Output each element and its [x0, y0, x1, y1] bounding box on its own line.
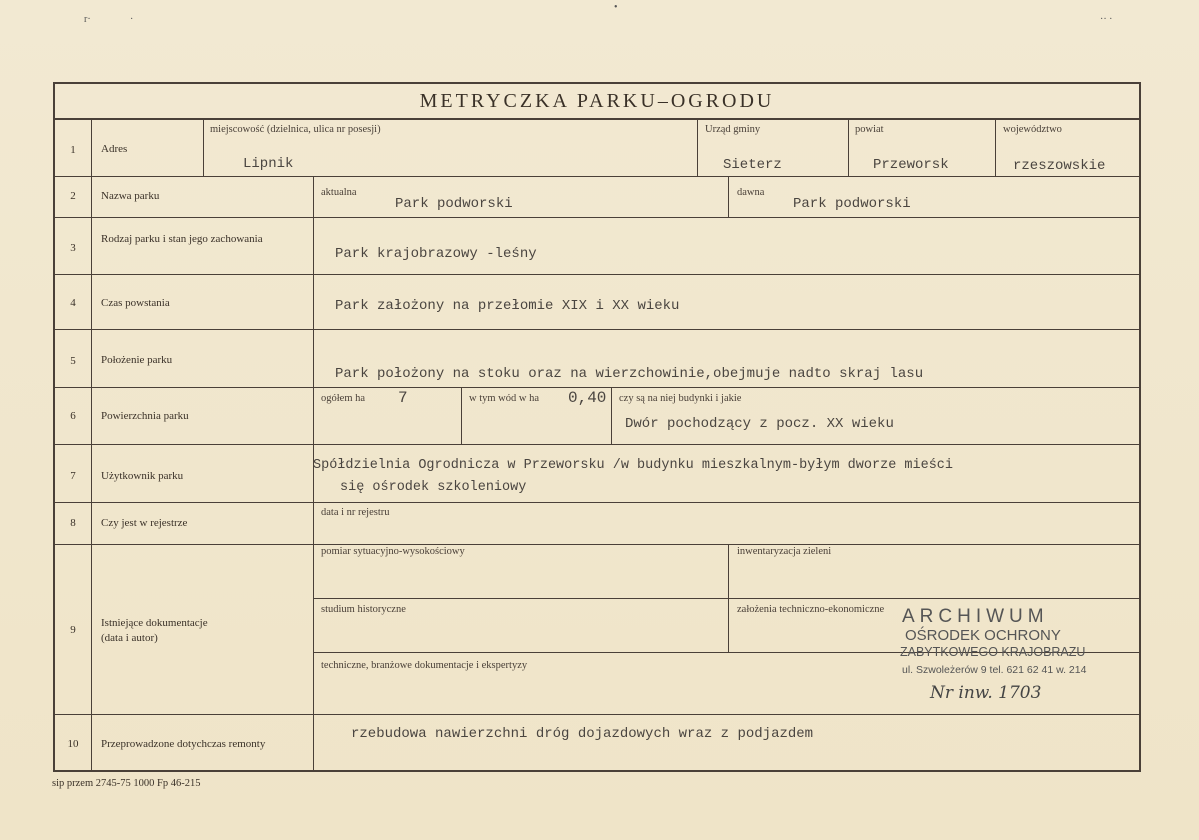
row-number: 6 — [70, 410, 76, 422]
edge-mark: ·· · — [1100, 14, 1113, 25]
row-divider — [55, 176, 1139, 177]
divider — [461, 387, 462, 444]
survey-label: pomiar sytuacyjno-wysokościowy — [321, 546, 465, 557]
documentation-label: Istniejące dokumentacje — [101, 617, 208, 629]
creation-time-label: Czas powstania — [101, 297, 170, 309]
form-title: METRYCZKA PARKU–OGRODU — [55, 84, 1139, 120]
row-divider — [55, 217, 1139, 218]
tech-econ-label: założenia techniczno-ekonomiczne — [737, 604, 885, 615]
park-type-label: Rodzaj parku i stan jego zachowania — [101, 233, 263, 245]
documentation-sublabel: (data i autor) — [101, 632, 158, 644]
current-name-label: aktualna — [321, 187, 357, 198]
row-number: 1 — [70, 144, 76, 156]
locality-label: miejscowość (dzielnica, ulica nr posesji) — [210, 124, 381, 135]
current-name-value: Park podworski — [395, 196, 513, 212]
edge-mark: r· — [84, 14, 91, 25]
edge-mark: · — [130, 14, 134, 25]
voivodeship-label: województwo — [1003, 124, 1062, 135]
row-divider — [55, 329, 1139, 330]
water-area-value: 0,40 — [568, 389, 607, 407]
stamp-address: ul. Szwoleżerów 9 tel. 621 62 41 w. 214 — [902, 664, 1087, 676]
row-divider — [55, 502, 1139, 503]
label-column-divider — [313, 176, 314, 772]
powiat-label: powiat — [855, 124, 884, 135]
gmina-label: Urząd gminy — [705, 124, 761, 135]
divider — [313, 598, 1141, 599]
park-user-label: Użytkownik parku — [101, 470, 184, 482]
row-divider — [55, 387, 1139, 388]
row-number: 2 — [70, 190, 76, 202]
voivodeship-value: rzeszowskie — [1013, 158, 1106, 174]
divider — [995, 120, 996, 176]
repairs-value: rzebudowa nawierzchni dróg dojazdowych wraz z podjazdem — [351, 726, 814, 742]
row-number: 7 — [70, 470, 76, 482]
repairs-label: Przeprowadzone dotychczas remonty — [101, 738, 266, 750]
park-type-value: Park krajobrazowy -leśny — [335, 246, 537, 262]
total-area-label: ogółem ha — [321, 393, 366, 404]
stamp-office-2: ZABYTKOWEGO KRAJOBRAZU — [900, 645, 1086, 659]
row-divider — [55, 544, 1139, 545]
row-number: 10 — [67, 738, 79, 750]
row-divider — [55, 714, 1139, 715]
buildings-value: Dwór pochodzący z pocz. XX wieku — [625, 416, 894, 432]
water-area-label: w tym wód w ha — [469, 393, 539, 404]
former-name-label: dawna — [737, 187, 765, 198]
row-number: 8 — [70, 517, 76, 529]
park-user-value-line2: się ośrodek szkoleniowy — [340, 480, 527, 495]
historical-study-label: studium historyczne — [321, 604, 406, 615]
stamp-archive: ARCHIWUM — [902, 606, 1049, 627]
powiat-value: Przeworsk — [873, 157, 949, 173]
handwritten-inventory-number: Nr inw. 1703 — [930, 683, 1042, 703]
divider — [611, 387, 612, 444]
creation-time-value: Park założony na przełomie XIX i XX wieku — [335, 298, 680, 314]
technical-docs-label: techniczne, branżowe dokumentacje i ekspertyzy — [321, 660, 528, 671]
divider — [848, 120, 849, 176]
register-label: Czy jest w rejestrze — [101, 517, 188, 529]
divider — [697, 120, 698, 176]
row-divider — [55, 274, 1139, 275]
location-value: Park położony na stoku oraz na wierzchowinie,obejmuje nadto skraj lasu — [335, 366, 924, 382]
row-number: 4 — [70, 297, 76, 309]
gmina-value: Sieterz — [723, 157, 782, 173]
location-label: Położenie parku — [101, 354, 173, 366]
print-footer: sip przem 2745-75 1000 Fp 46-215 — [52, 778, 201, 789]
park-name-label: Nazwa parku — [101, 190, 160, 202]
locality-value: Lipnik — [243, 156, 294, 172]
edge-mark: • — [614, 2, 618, 13]
former-name-value: Park podworski — [793, 196, 911, 212]
divider — [203, 120, 204, 176]
greenery-inventory-label: inwentaryzacja zieleni — [737, 546, 832, 557]
stamp-office: OŚRODEK OCHRONY — [905, 627, 1061, 644]
row-number: 5 — [70, 355, 76, 367]
row-number: 3 — [70, 242, 76, 254]
divider — [728, 176, 729, 217]
total-area-value: 7 — [398, 389, 408, 407]
park-user-value-line1: Spółdzielnia Ogrodnicza w Przeworsku /w budynku mieszkalnym-byłym dworze mieści — [313, 458, 954, 473]
register-date-label: data i nr rejestru — [321, 507, 390, 518]
buildings-label: czy są na niej budynki i jakie — [619, 393, 742, 404]
row-number: 9 — [70, 624, 76, 636]
address-label: Adres — [101, 143, 128, 155]
area-label: Powierzchnia parku — [101, 410, 189, 422]
row-divider — [55, 444, 1139, 445]
